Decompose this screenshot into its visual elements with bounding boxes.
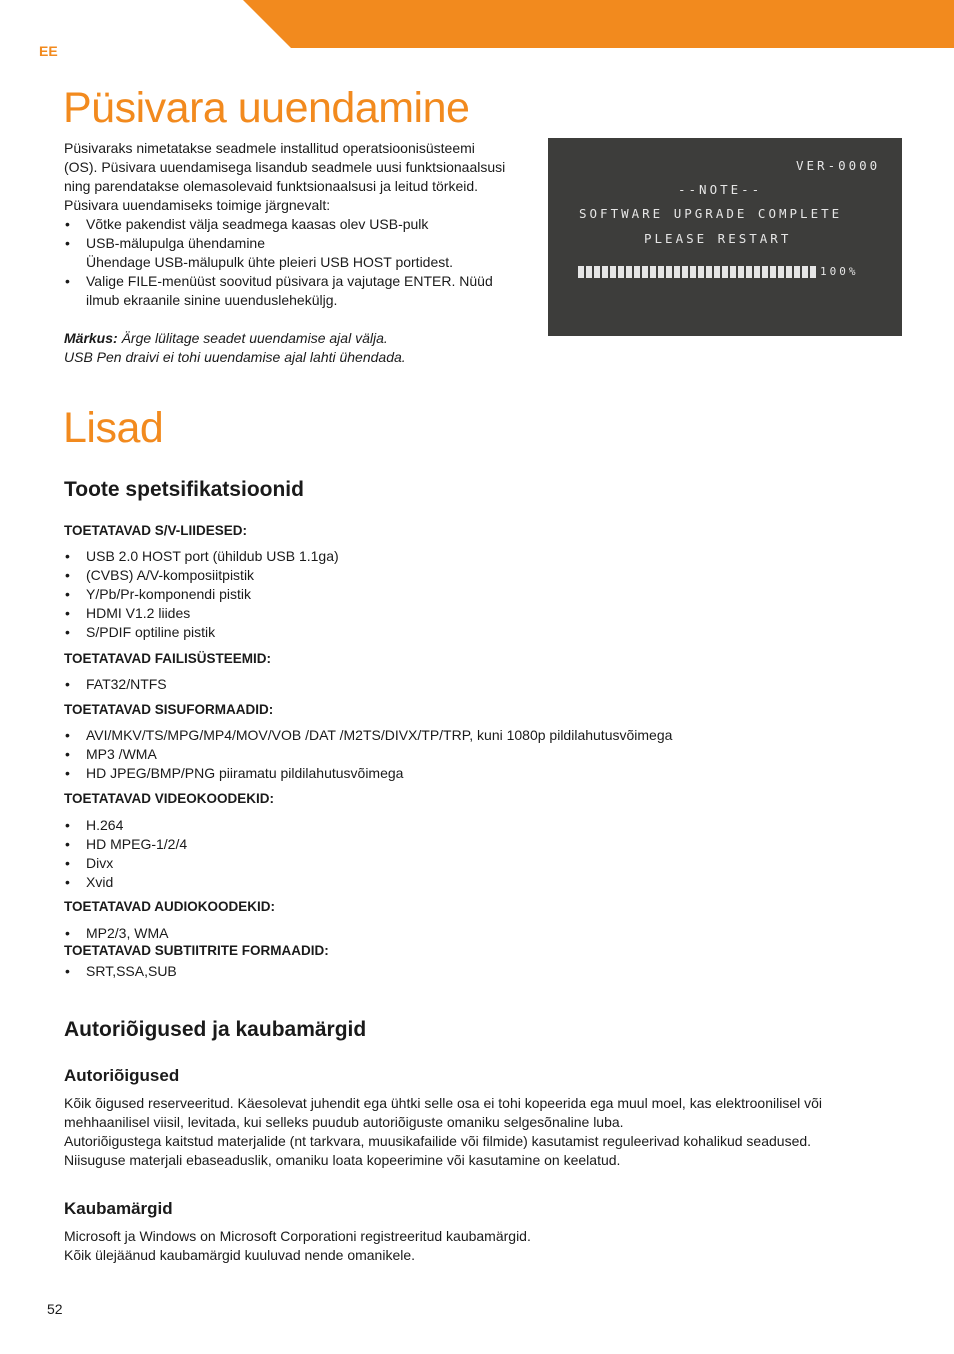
- trademarks-heading: Kaubamärgid: [64, 1199, 173, 1218]
- formats-label: TOETATAVAD SISUFORMAADID:: [64, 702, 274, 717]
- copyright-text: [64, 1094, 924, 1170]
- appendix-title: Lisad: [63, 404, 164, 452]
- intro-line: (OS). Püsivara uuendamisega lisandub seadmele uusi funktsionaalsusi: [64, 159, 506, 175]
- screen-note: --NOTE--: [678, 182, 763, 197]
- list-item: • SRT,SSA,SUB: [64, 962, 177, 981]
- note-label: Märkus:: [64, 330, 118, 346]
- note-line-2: USB Pen draivi ei tohi uuendamise ajal lahti ühendada.: [64, 349, 406, 365]
- trademarks-line: Kõik ülejäänud kaubamärgid kuuluvad nende omanikele.: [64, 1247, 416, 1263]
- list-item: • Divx: [64, 854, 187, 873]
- list-item: • MP2/3, WMA: [64, 924, 168, 943]
- firmware-title: Püsivara uuendamine: [63, 84, 470, 132]
- list-item: • Y/Pb/Pr-komponendi pistik: [64, 585, 339, 604]
- trademarks-line: Microsoft ja Windows on Microsoft Corporationi registreeritud kaubamärgid.: [64, 1228, 531, 1244]
- list-item: • HD MPEG-1/2/4: [64, 835, 187, 854]
- step-item: • USB-mälupulga ühendamine: [64, 234, 534, 253]
- screen-complete-message: SOFTWARE UPGRADE COMPLETE: [579, 206, 843, 221]
- filesystems-list: [64, 675, 167, 694]
- copyright-line: Autoriõigustega kaitstud materjalide (nt tarkvara, muusikafailide või filmide) kasutamist reguleerivad kohalikud seadused.: [64, 1133, 812, 1149]
- intro-line: ning parendatakse olemasolevaid funktsionaalsusi ja leitud törkeid.: [64, 178, 479, 194]
- firmware-intro: [64, 139, 534, 367]
- video-codecs-list: [64, 816, 187, 892]
- list-item: • Xvid: [64, 873, 187, 892]
- subtitles-list: [64, 962, 177, 981]
- list-item: • USB 2.0 HOST port (ühildub USB 1.1ga): [64, 547, 339, 566]
- screen-progress-bar: [578, 266, 818, 278]
- list-item: • FAT32/NTFS: [64, 675, 167, 694]
- list-item: • HD JPEG/BMP/PNG piiramatu pildilahutusvõimega: [64, 764, 672, 783]
- interfaces-label: TOETATAVAD S/V-LIIDESED:: [64, 523, 248, 538]
- copyright-heading: Autoriõigused: [64, 1066, 180, 1085]
- step-item: • Võtke pakendist välja seadmega kaasas olev USB-pulk: [64, 215, 534, 234]
- list-item: • H.264: [64, 816, 187, 835]
- copyright-line: mehhaanilisel viisil, levitada, kui selleks puudub autoriõiguste omaniku selgesõnaline luba.: [64, 1114, 624, 1130]
- interfaces-list: [64, 547, 339, 642]
- step-continuation: Ühendage USB-mälupulk ühte pleieri USB HOST portidest.: [86, 254, 454, 270]
- list-item: • MP3 /WMA: [64, 745, 672, 764]
- subtitles-label: TOETATAVAD SUBTIITRITE FORMAADID:: [64, 943, 329, 958]
- filesystems-label: TOETATAVAD FAILISÜSTEEMID:: [64, 651, 271, 666]
- screen-restart-message: PLEASE RESTART: [644, 231, 792, 246]
- header-accent-band: [243, 0, 954, 48]
- list-item: • HDMI V1.2 liides: [64, 604, 339, 623]
- intro-line: Püsivara uuendamiseks toimige järgnevalt:: [64, 197, 331, 213]
- upgrade-screen-image: [548, 138, 902, 336]
- note-text: Ärge lülitage seadet uuendamise ajal välja.: [117, 330, 388, 346]
- list-item: • (CVBS) A/V-komposiitpistik: [64, 566, 339, 585]
- page-number: 52: [47, 1301, 63, 1317]
- note: [64, 329, 534, 348]
- list-item: • S/PDIF optiline pistik: [64, 623, 339, 642]
- intro-line: Püsivaraks nimetatakse seadmele installitud operatsioonisüsteemi: [64, 140, 475, 156]
- screen-version: VER-0000: [796, 158, 881, 173]
- language-code: EE: [39, 43, 58, 59]
- step-continuation: ilmub ekraanile sinine uuendusleheküljg.: [86, 292, 338, 308]
- trademarks-text: [64, 1227, 924, 1265]
- specs-heading: Toote spetsifikatsioonid: [64, 478, 304, 501]
- formats-list: [64, 726, 672, 783]
- audio-codecs-label: TOETATAVAD AUDIOKOODEKID:: [64, 899, 275, 914]
- copyright-line: Niisuguse materjali ebaseaduslik, omaniku loata kopeerimine või kasutamine on keelatud.: [64, 1152, 621, 1168]
- audio-codecs-list: [64, 924, 168, 943]
- legal-heading: Autoriõigused ja kaubamärgid: [64, 1018, 367, 1041]
- step-item: • Valige FILE-menüüst soovitud püsivara ja vajutage ENTER. Nüüd: [64, 272, 534, 291]
- list-item: • AVI/MKV/TS/MPG/MP4/MOV/VOB /DAT /M2TS/DIVX/TP/TRP, kuni 1080p pildilahutusvõimega: [64, 726, 672, 745]
- video-codecs-label: TOETATAVAD VIDEOKOODEKID:: [64, 791, 275, 806]
- copyright-line: Kõik õigused reserveeritud. Käesolevat juhendit ega ühtki selle osa ei tohi kopeerida ega muul moel, kas elektroonilisel või: [64, 1095, 822, 1111]
- screen-progress-percent: 100%: [820, 265, 859, 278]
